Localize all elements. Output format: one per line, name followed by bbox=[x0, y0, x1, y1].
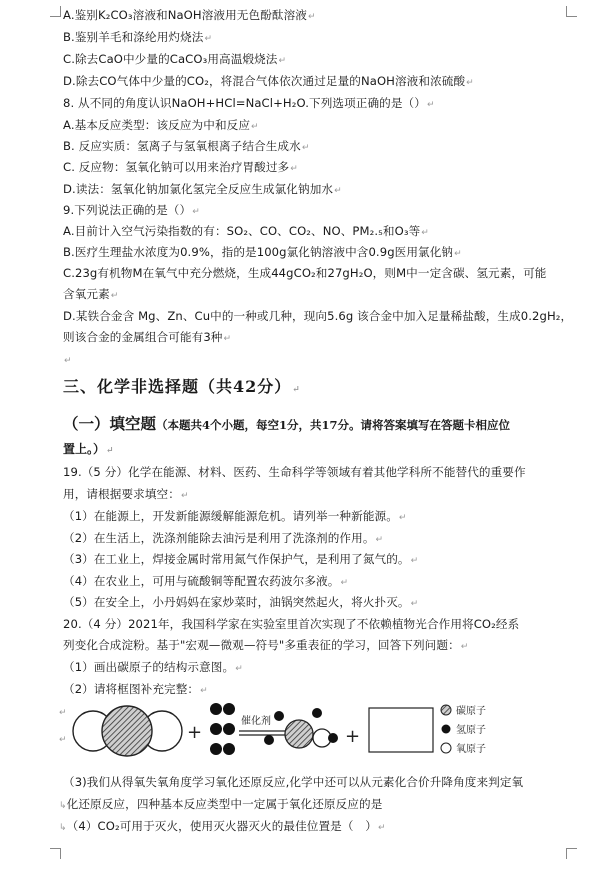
q8-option-b: B. 反应实质：氢离子与氢氧根离子结合生成水↵ bbox=[63, 139, 310, 153]
q7-option-c: C.除去CaO中少量的CaCO₃用高温煅烧法↵ bbox=[63, 52, 287, 66]
q8-option-c: C. 反应物：氢氧化钠可以用来治疗胃酸过多↵ bbox=[63, 160, 298, 174]
legend-hydrogen: 氢原子 bbox=[456, 725, 486, 736]
blank-line: ↵ bbox=[59, 708, 67, 718]
co2-molecule bbox=[73, 706, 182, 756]
blank-line: ↵ bbox=[59, 735, 67, 745]
q8-stem: 8. 从不同的角度认识NaOH+HCl=NaCl+H₂O.下列选项正确的是（）↵ bbox=[63, 96, 435, 110]
q8-option-a: A.基本反应类型：该反应为中和反应↵ bbox=[63, 118, 259, 132]
q20-stem-cont: 列变化合成淀粉。基于"宏观—微观—符号"多重表征的学习，回答下列问题：↵ bbox=[63, 638, 469, 652]
q19-item-5: （5）在安全上，小丹妈妈在家炒菜时，油锅突然起火，将火扑灭。↵ bbox=[63, 595, 419, 609]
q7-option-b: B.鉴别羊毛和涤纶用灼烧法↵ bbox=[63, 30, 213, 44]
q19-stem-cont: 用，请根据要求填空：↵ bbox=[63, 487, 189, 501]
legend-oxygen: 氧原子 bbox=[456, 744, 486, 755]
methanol-molecule bbox=[264, 708, 338, 748]
q9-option-a: A.目前计入空气污染指数的有：SO₂、CO、CO₂、NO、PM₂.₅和O₃等↵ bbox=[63, 224, 429, 238]
corner-mark bbox=[50, 848, 61, 859]
q9-option-c: C.23g有机物M在氧气中充分燃烧，生成44gCO₂和27gH₂O，则M中一定含碳、氢元素，可能 bbox=[63, 266, 547, 280]
hydrogen-molecules bbox=[210, 703, 235, 755]
q19-item-4: （4）在农业上，可用与硫酸铜等配置农药波尔多液。↵ bbox=[63, 574, 349, 588]
blank-line: ↵ bbox=[64, 356, 72, 366]
reaction-diagram bbox=[63, 698, 486, 764]
plus-sign-1: + bbox=[187, 722, 203, 743]
q20-stem: 20.（4 分）2021年，我国科学家在实验室里首次实现了不依赖植物光合作用将CO₂经系 bbox=[63, 617, 520, 631]
legend bbox=[441, 704, 486, 755]
q9-option-d-cont: 则该合金的金属组合可能有3种↵ bbox=[63, 330, 232, 344]
q19-item-2: （2）在生活上，洗涤剂能除去油污是利用了洗涤剂的作用。↵ bbox=[63, 531, 384, 545]
q19-item-1: （1）在能源上，开发新能源缓解能源危机。请列举一种新能源。↵ bbox=[63, 509, 407, 523]
legend-carbon: 碳原子 bbox=[456, 706, 486, 717]
q20-item-3-cont: ↳化还原反应，四种基本反应类型中一定属于氧化还原反应的是 bbox=[59, 797, 383, 811]
q8-option-d: D.读法：氢氧化钠加氯化氢完全反应生成氯化钠加水↵ bbox=[63, 182, 342, 196]
q7-option-a: A.鉴别K₂CO₃溶液和NaOH溶液用无色酚酞溶液↵ bbox=[63, 8, 316, 22]
q9-option-d: D.某铁合金含 Mg、Zn、Cu中的一种或几种，现向5.6g 该合金中加入足量稀盐酸，生成0.2gH₂， bbox=[63, 309, 573, 323]
answer-box[interactable] bbox=[369, 708, 433, 752]
section-title: 三、化学非选择题（共42分）↵ bbox=[63, 377, 301, 396]
q7-option-d: D.除去CO气体中少量的CO₂，将混合气体依次通过足量的NaOH溶液和浓硫酸↵ bbox=[63, 74, 474, 88]
q9-stem: 9.下列说法正确的是（）↵ bbox=[63, 203, 200, 217]
q9-option-b: B.医疗生理盐水浓度为0.9%，指的是100g氯化钠溶液中含0.9g医用氯化钠↵ bbox=[63, 245, 462, 259]
q19-stem: 19.（5 分）化学在能源、材料、医药、生命科学等领域有着其他学科所不能替代的重要作 bbox=[63, 465, 526, 479]
subsection-note: 置上。）↵ bbox=[63, 442, 114, 456]
catalyst-label: 催化剂 bbox=[241, 716, 271, 727]
subsection-title: （一）填空题（本题共4个小题，每空1分，共17分。请将答案填写在答题卡相应位 bbox=[63, 414, 511, 433]
q19-item-3: （3）在工业上，焊接金属时常用氮气作保护气，是利用了氮气的。↵ bbox=[63, 552, 419, 566]
q20-item-2: （2）请将框图补充完整：↵ bbox=[63, 682, 208, 696]
q20-item-3: （3)我们从得氧失氧角度学习氧化还原反应,化学中还可以从元素化合价升降角度来判定氧 bbox=[63, 775, 524, 789]
corner-mark bbox=[50, 6, 61, 17]
q9-option-c-cont: 含氧元素↵ bbox=[63, 287, 119, 301]
corner-mark bbox=[566, 848, 577, 859]
q20-item-4: ↳（4）CO₂可用于灭火，使用灭火器灭火的最佳位置是（ ）↵ bbox=[59, 819, 386, 833]
q20-item-1: （1）画出碳原子的结构示意图。↵ bbox=[63, 660, 243, 674]
plus-sign-2: + bbox=[345, 726, 361, 747]
